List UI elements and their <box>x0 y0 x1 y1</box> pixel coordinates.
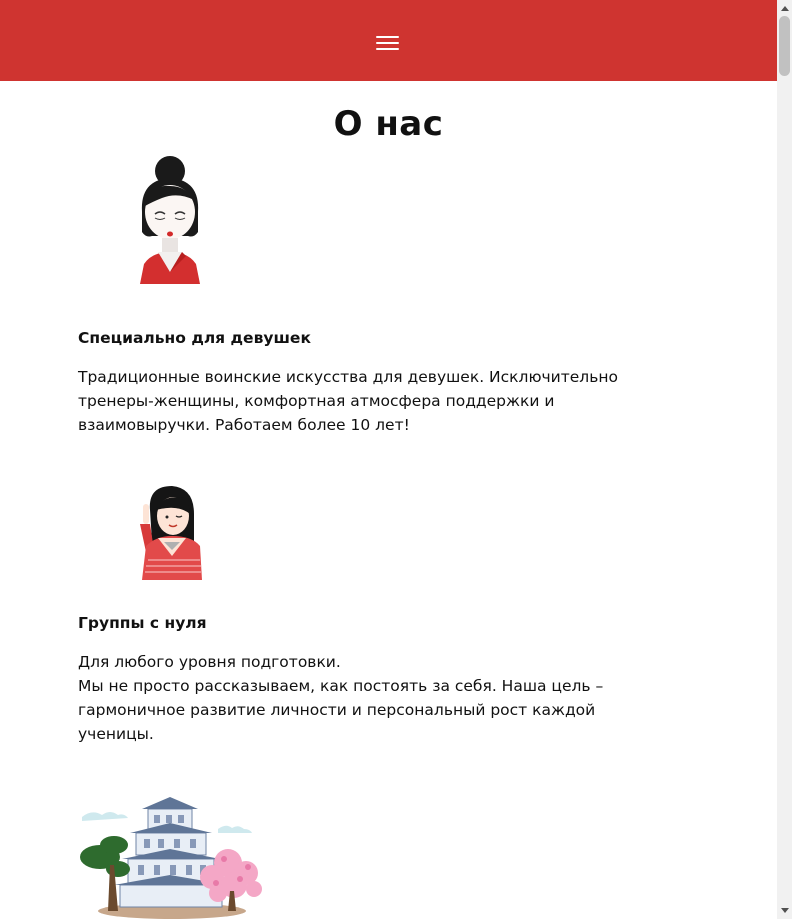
hamburger-menu-icon[interactable] <box>376 33 400 51</box>
vertical-scrollbar[interactable] <box>777 0 792 919</box>
feature-text-groups-line1: Для любого уровня подготовки. <box>78 653 341 671</box>
scrollbar-thumb[interactable] <box>779 16 790 76</box>
top-navigation-bar <box>0 0 777 81</box>
feature-heading-groups: Группы с нуля <box>78 614 207 632</box>
geisha-illustration <box>128 152 212 284</box>
scroll-up-arrow-icon[interactable] <box>781 6 789 11</box>
scroll-down-arrow-icon[interactable] <box>781 908 789 913</box>
feature-heading-girls: Специально для девушек <box>78 329 311 347</box>
feature-text-girls: Традиционные воинские искусства для девушек. Исключительно тренеры-женщины, комфортная атмосфера поддержки и взаимовыручки. Работаем более 10 лет! <box>78 368 618 434</box>
feature-text-groups-line2: Мы не просто рассказываем, как постоять за себя. Наша цель – гармоничное развитие личности и персональный рост каждой ученицы. <box>78 677 604 743</box>
page-title: О нас <box>333 104 444 144</box>
girl-in-red-cardigan-illustration <box>128 480 208 580</box>
japanese-castle-illustration <box>78 793 264 919</box>
